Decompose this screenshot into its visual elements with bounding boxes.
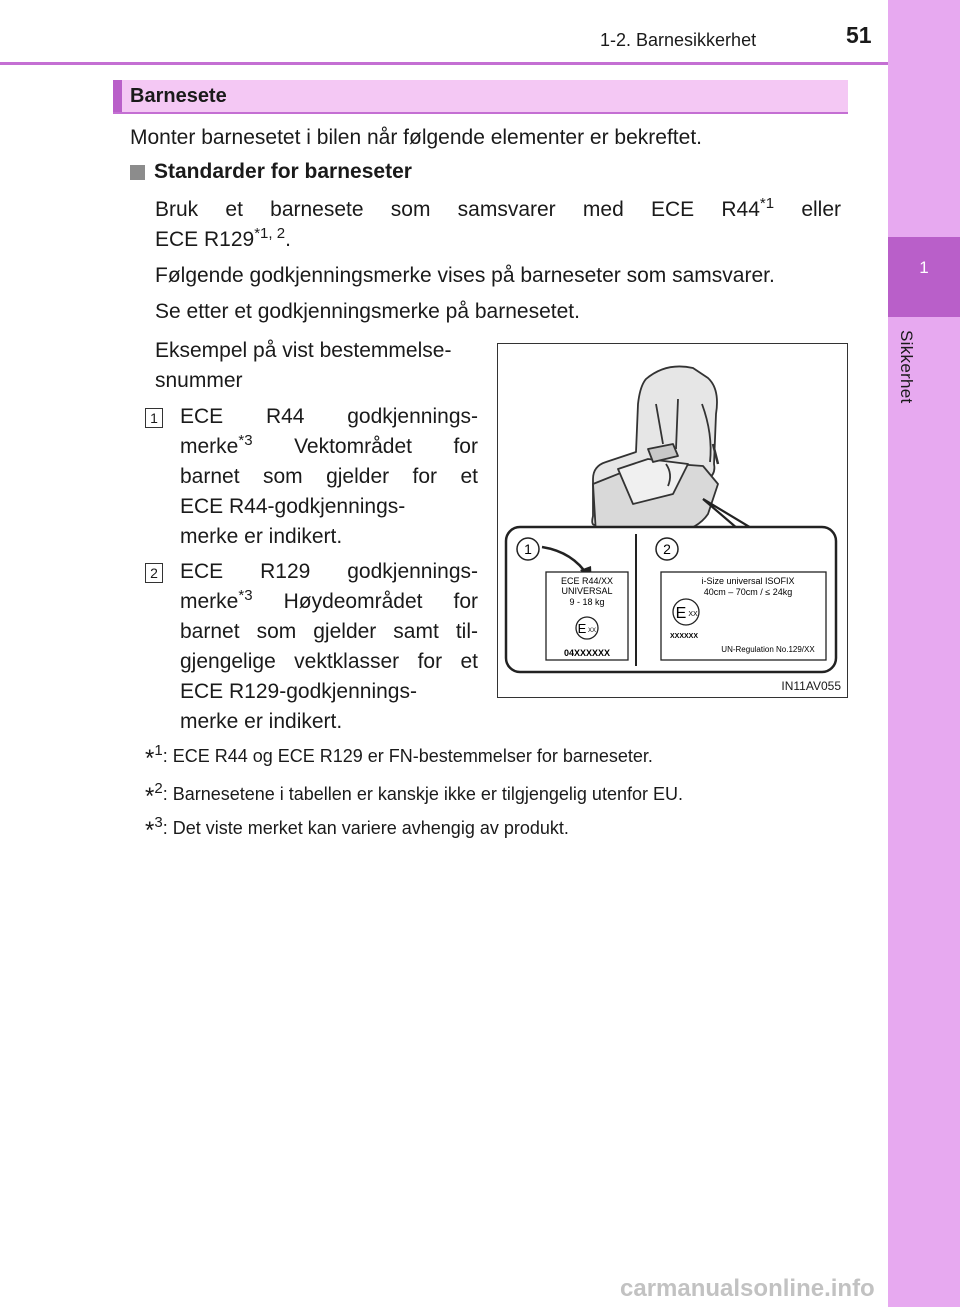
- child-seat-illustration: [498, 344, 846, 696]
- item-2-line: merke$^{*3}$ Høydeområdet for: [180, 587, 478, 613]
- label-2-e-number: XX: [688, 611, 698, 618]
- label-1-regulation: ECE R44/XX: [560, 576, 614, 586]
- footnote: *$^1$: ECE R44 og ECE R129 er FN-bestemmelser for barneseter.: [145, 742, 653, 772]
- label-1-weight: 9 - 18 kg: [569, 597, 605, 607]
- subsection-title: Standarder for barneseter: [154, 160, 412, 183]
- child-seat-figure: [497, 343, 848, 698]
- paragraph-check-mark: Se etter et godkjenningsmerke på barnesetet.: [155, 300, 580, 323]
- banner-title: Barnesete: [130, 85, 227, 107]
- side-tab-bar: [888, 0, 960, 1307]
- paragraph-line: Bruk et barnesete som samsvarer med ECE R44$^{*1}$ eller: [155, 195, 841, 221]
- label-2-range: 40cm – 70cm / ≤ 24kg: [703, 587, 793, 597]
- banner-accent: [113, 80, 122, 112]
- item-1-line: barnet som gjelder for et: [180, 465, 478, 488]
- example-line: snummer: [155, 369, 243, 392]
- child-seat-icon: [592, 366, 718, 545]
- section-title: 1-2. Barnesikkerhet: [600, 30, 757, 50]
- item-number-box: 1: [145, 408, 163, 428]
- item-2-line: barnet som gjelder samt til-: [180, 620, 478, 643]
- item-1-line: ECE R44-godkjennings-: [180, 495, 406, 518]
- label-2-title: i-Size universal ISOFIX: [701, 576, 795, 586]
- page-number: 51: [846, 22, 872, 48]
- item-1-line: merke er indikert.: [180, 525, 343, 548]
- paragraph-approval-mark: Følgende godkjenningsmerke vises på barneseter som samsvarer.: [155, 264, 775, 287]
- item-2-line: ECE R129 godkjennings-: [180, 560, 478, 583]
- header-rule: [0, 62, 888, 65]
- label-1-code: 04XXXXXX: [563, 648, 611, 658]
- footnote: *$^2$: Barnesetene i tabellen er kanskje ikke er tilgjengelig utenfor EU.: [145, 780, 683, 810]
- item-number-box: 2: [145, 563, 163, 583]
- item-1-line: merke$^{*3}$ Vektområdet for: [180, 432, 478, 458]
- item-1-line: ECE R44 godkjennings-: [180, 405, 478, 428]
- side-tab-label: Sikkerhet: [897, 330, 916, 404]
- item-2-line: ECE R129-godkjennings-: [180, 680, 417, 703]
- label-1-e-letter: E: [577, 621, 587, 636]
- figure-code: IN11AV055: [781, 679, 841, 693]
- footnote: *$^3$: Det viste merket kan variere avhengig av produkt.: [145, 814, 569, 844]
- label-1-class: UNIVERSAL: [561, 586, 613, 596]
- callout-2-number: 2: [663, 541, 671, 557]
- example-line: Eksempel på vist bestemmelse-: [155, 339, 452, 362]
- callout-1-number: 1: [524, 541, 532, 557]
- label-2-code: XXXXXX: [669, 633, 699, 640]
- section-banner: [113, 80, 848, 114]
- intro-text: Monter barnesetet i bilen når følgende elementer er bekreftet.: [130, 126, 702, 149]
- label-1-e-number: XX: [587, 628, 597, 634]
- item-2-line: gjengelige vektklasser for et: [180, 650, 478, 673]
- square-bullet-icon: [130, 165, 145, 180]
- label-2-regulation: UN-Regulation No.129/XX: [721, 645, 815, 654]
- watermark: carmanualsonline.info: [620, 1275, 875, 1302]
- side-tab-number: 1: [919, 258, 929, 277]
- item-2-line: merke er indikert.: [180, 710, 343, 733]
- paragraph-line: ECE R129$^{*1, 2}$.: [155, 225, 291, 251]
- label-2-e-letter: E: [675, 605, 687, 622]
